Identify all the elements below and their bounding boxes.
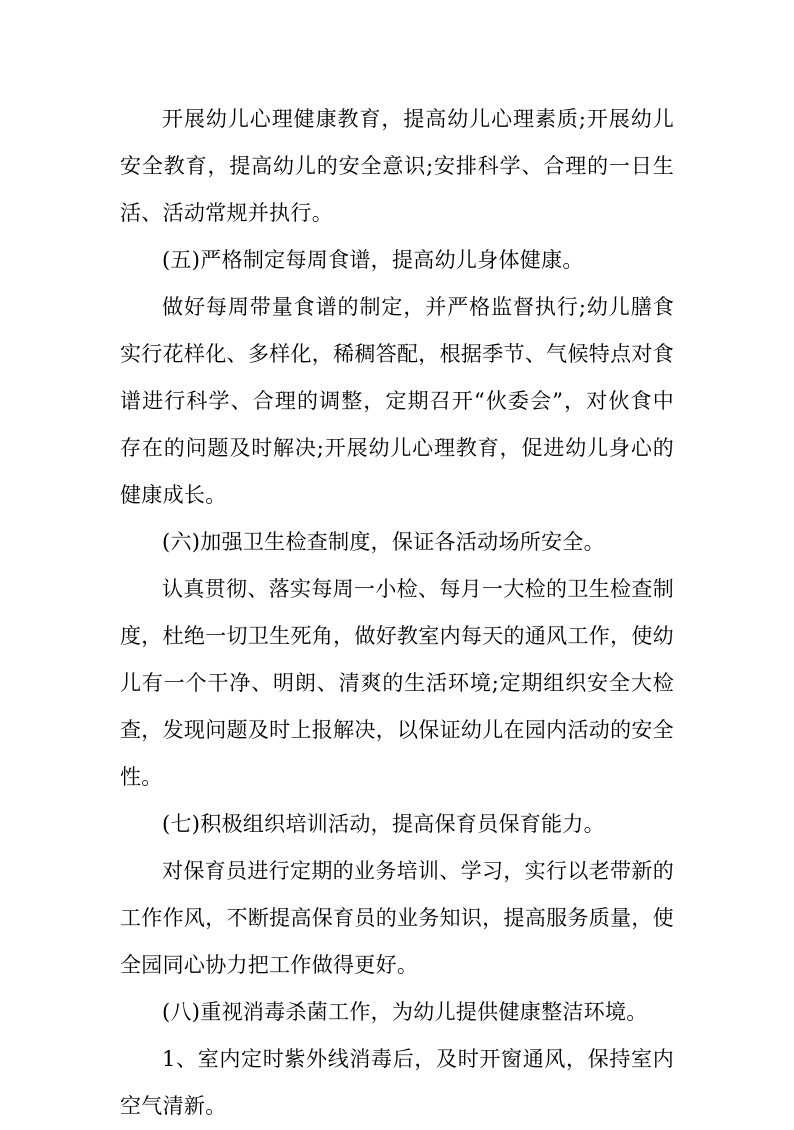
paragraph-hygiene-inspection: 认真贯彻、落实每周一小检、每月一大检的卫生检查制度，杜绝一切卫生死角，做好教室内每天的通风工作，使幼儿有一个干净、明朗、清爽的生活环境;定期组织安全大检查，发现问题及时上报解决，以保证幼儿在园内活动的安全性。: [120, 577, 674, 789]
paragraph-disinfection-item-1: 1、室内定时紫外线消毒后，及时开窗通风，保持室内空气清新。: [120, 1047, 674, 1118]
section-heading-disinfection: (八)重视消毒杀菌工作，为幼儿提供健康整洁环境。: [162, 1000, 648, 1024]
section-heading-hygiene-inspection: (六)加强卫生检查制度，保证各活动场所安全。: [162, 530, 605, 554]
document-body: [120, 96, 674, 1130]
section-heading-staff-training: (七)积极组织培训活动，提高保育员保育能力。: [162, 812, 605, 836]
section-heading-weekly-menu: (五)严格制定每周食谱，提高幼儿身体健康。: [162, 248, 584, 272]
paragraph-weekly-menu: 做好每周带量食谱的制定，并严格监督执行;幼儿膳食实行花样化、多样化，稀稠答配，根据季节、气候特点对食谱进行科学、合理的调整，定期召开“伙委会”，对伙食中存在的问题及时解决;开展幼儿心理教育，促进幼儿身心的健康成长。: [120, 295, 674, 507]
paragraph-psychological-safety-education: 开展幼儿心理健康教育，提高幼儿心理素质;开展幼儿安全教育，提高幼儿的安全意识;安排科学、合理的一日生活、活动常规并执行。: [120, 107, 674, 225]
paragraph-staff-training: 对保育员进行定期的业务培训、学习，实行以老带新的工作作风，不断提高保育员的业务知识，提高服务质量，使全园同心协力把工作做得更好。: [120, 859, 674, 977]
